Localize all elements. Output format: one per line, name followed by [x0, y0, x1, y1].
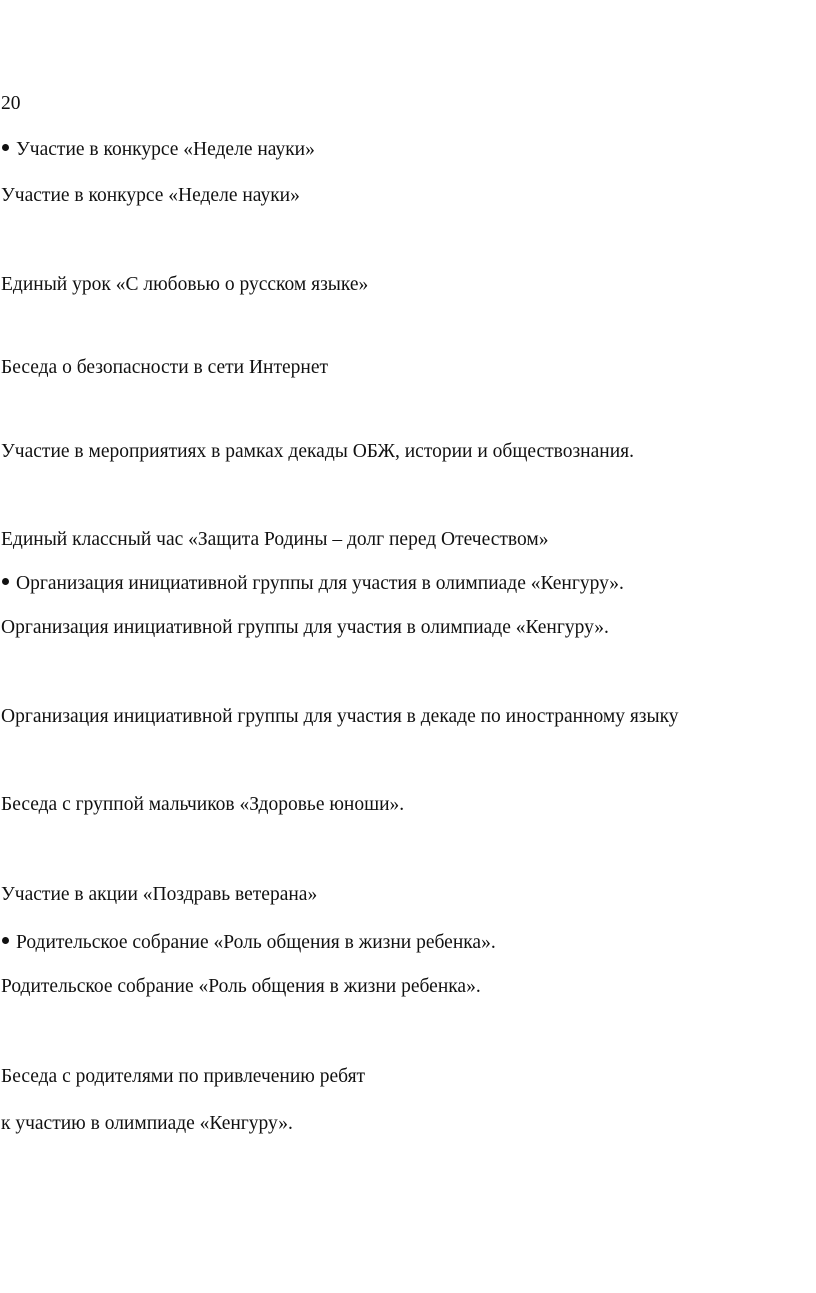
list-item-text: Участие в конкурсе «Неделе науки»: [16, 139, 315, 160]
text-line: к участию в олимпиаде «Кенгуру».: [1, 1113, 293, 1134]
text-line: Единый классный час «Защита Родины – долг перед Отечеством»: [1, 529, 549, 550]
list-item-text: Родительское собрание «Роль общения в жизни ребенка».: [16, 932, 496, 953]
text-line: Единый урок «С любовью о русском языке»: [1, 274, 369, 295]
bullet-icon: [2, 937, 9, 944]
text-line: Организация инициативной группы для участия в декаде по иностранному языку: [1, 706, 679, 727]
list-item: [1, 572, 624, 596]
text-line: Участие в мероприятиях в рамках декады ОБЖ, истории и обществознания.: [1, 441, 634, 462]
list-item: [1, 138, 315, 162]
bullet-icon: [2, 144, 9, 151]
text-line: Организация инициативной группы для участия в олимпиаде «Кенгуру».: [1, 617, 609, 638]
list-item-text: Организация инициативной группы для участия в олимпиаде «Кенгуру».: [16, 573, 624, 594]
text-line: Родительское собрание «Роль общения в жизни ребенка».: [1, 976, 481, 997]
list-item: [1, 931, 496, 955]
text-line: Участие в конкурсе «Неделе науки»: [1, 185, 300, 206]
text-line: Беседа о безопасности в сети Интернет: [1, 357, 329, 378]
text-line: Участие в акции «Поздравь ветерана»: [1, 884, 318, 905]
text-line: Беседа с группой мальчиков «Здоровье юноши».: [1, 794, 405, 815]
text-line: Беседа с родителями по привлечению ребят: [1, 1066, 366, 1087]
page-number: 20: [1, 93, 21, 114]
bullet-icon: [2, 578, 9, 585]
